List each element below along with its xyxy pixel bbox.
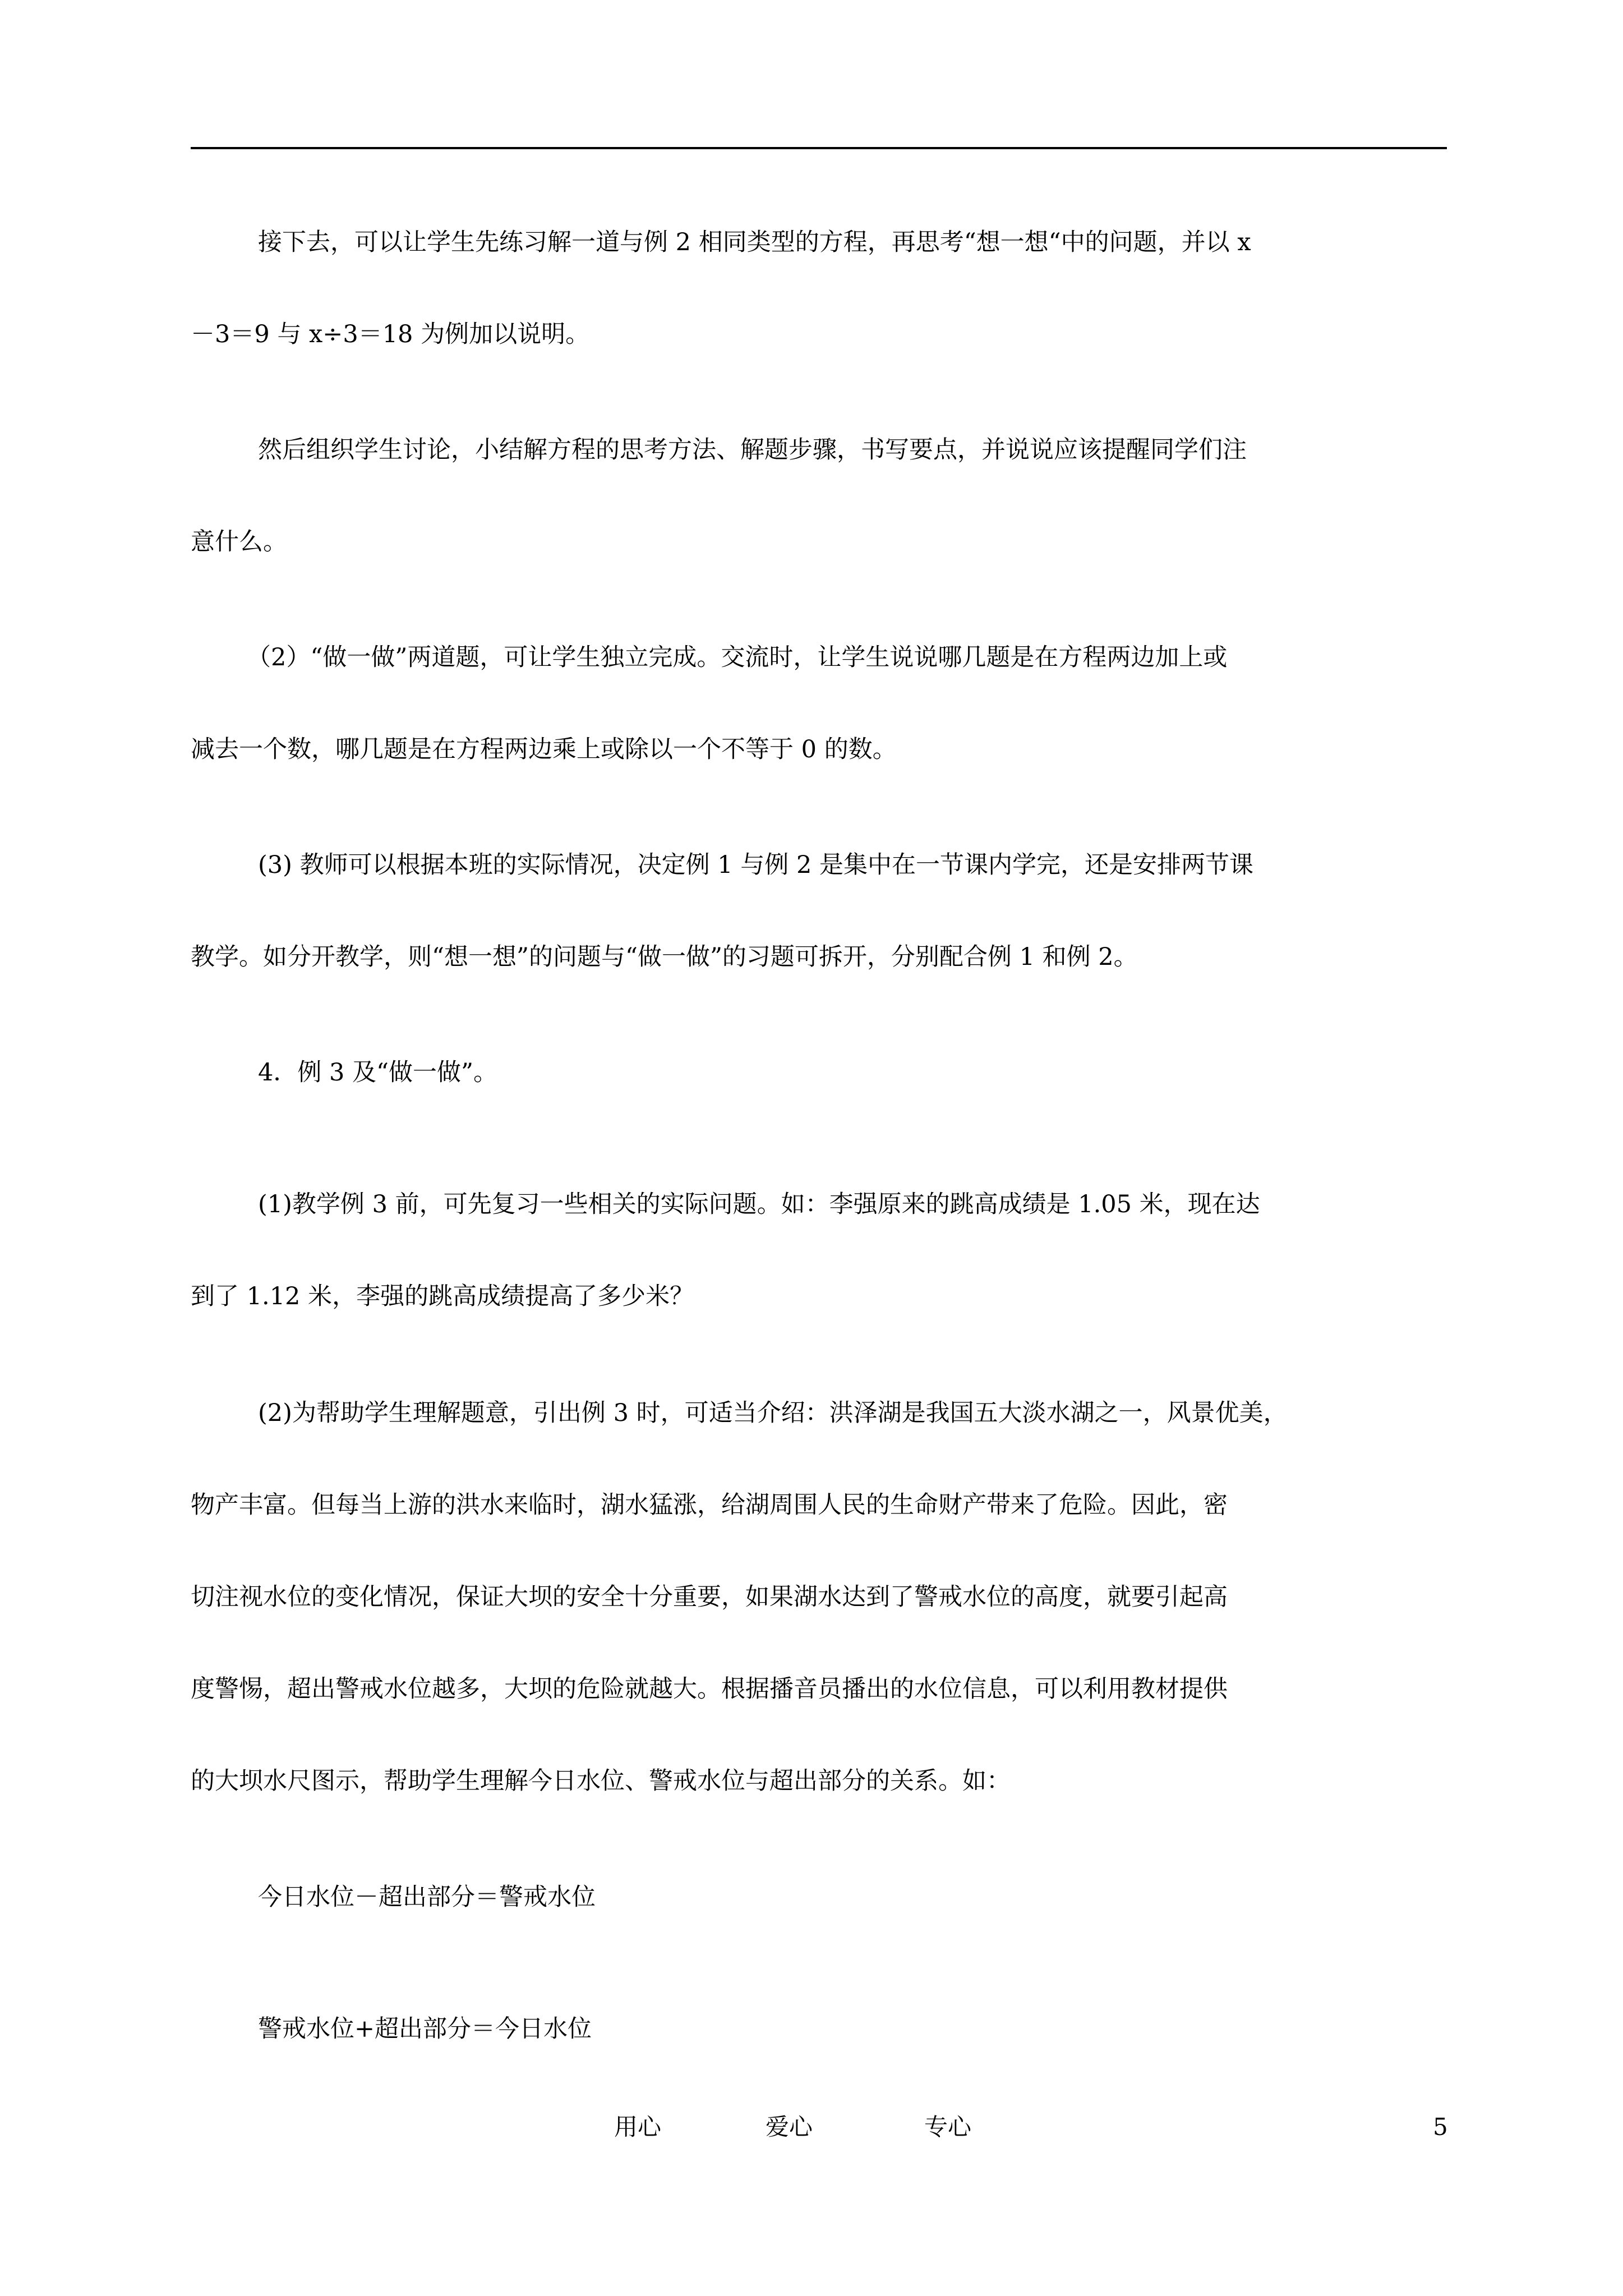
footer-word-3: 专心: [924, 2113, 972, 2141]
text-line: 切注视水位的变化情况，保证大坝的安全十分重要，如果湖水达到了警戒水位的高度，就要引起高: [191, 1583, 1228, 1611]
paragraph-7: [191, 1367, 1447, 1827]
header-rule: [191, 147, 1447, 149]
footer-word-2: 爱心: [766, 2113, 813, 2141]
text-line: (3) 教师可以根据本班的实际情况，决定例 1 与例 2 是集中在一节课内学完，还是安排两节课: [258, 851, 1253, 879]
paragraph-8: [191, 1851, 1447, 1943]
text-line: (1)教学例 3 前，可先复习一些相关的实际问题。如：李强原来的跳高成绩是 1.05 米，现在达: [258, 1190, 1260, 1218]
text-line: 度警惕，超出警戒水位越多，大坝的危险就越大。根据播音员播出的水位信息，可以利用教材提供: [191, 1675, 1228, 1703]
text-line: 的大坝水尺图示，帮助学生理解今日水位、警戒水位与超出部分的关系。如：: [191, 1767, 1011, 1795]
paragraph-9: [191, 1983, 1447, 2075]
paragraph-4: [191, 819, 1447, 1003]
text-line: 减去一个数，哪几题是在方程两边乘上或除以一个不等于 0 的数。: [191, 735, 897, 763]
footer-word-1: 用心: [614, 2113, 662, 2141]
text-line: 4．例 3 及“做一做”。: [258, 1059, 498, 1087]
paragraph-6: [191, 1158, 1447, 1342]
text-line: 教学。如分开教学，则“想一想”的问题与“做一做”的习题可拆开，分别配合例 1 和例 2。: [191, 943, 1138, 971]
text-line: 然后组织学生讨论，小结解方程的思考方法、解题步骤，书写要点，并说说应该提醒同学们注: [258, 436, 1247, 464]
paragraph-2: [191, 404, 1447, 588]
paragraph-5: [191, 1027, 1447, 1119]
text-line: (2)为帮助学生理解题意，引出例 3 时，可适当介绍：洪泽湖是我国五大淡水湖之一，风景优美，: [258, 1399, 1288, 1427]
text-line: （2）“做一做”两道题，可让学生独立完成。交流时，让学生说说哪几题是在方程两边加上或: [247, 643, 1228, 671]
page-number: 5: [1433, 2113, 1448, 2141]
paragraph-3: [191, 611, 1447, 795]
text-line: 到了 1.12 米，李强的跳高成绩提高了多少米？: [191, 1282, 694, 1310]
text-line: 意什么。: [191, 528, 287, 556]
text-line: －3＝9 与 x÷3＝18 为例加以说明。: [191, 320, 590, 348]
text-line: 今日水位－超出部分＝警戒水位: [258, 1883, 596, 1911]
text-line: 警戒水位+超出部分＝今日水位: [258, 2015, 592, 2043]
paragraph-1: [191, 196, 1447, 380]
text-line: 接下去，可以让学生先练习解一道与例 2 相同类型的方程，再思考“想一想“中的问题，并以 x: [258, 228, 1251, 256]
text-line: 物产丰富。但每当上游的洪水来临时，湖水猛涨，给湖周围人民的生命财产带来了危险。因此，密: [191, 1491, 1228, 1519]
